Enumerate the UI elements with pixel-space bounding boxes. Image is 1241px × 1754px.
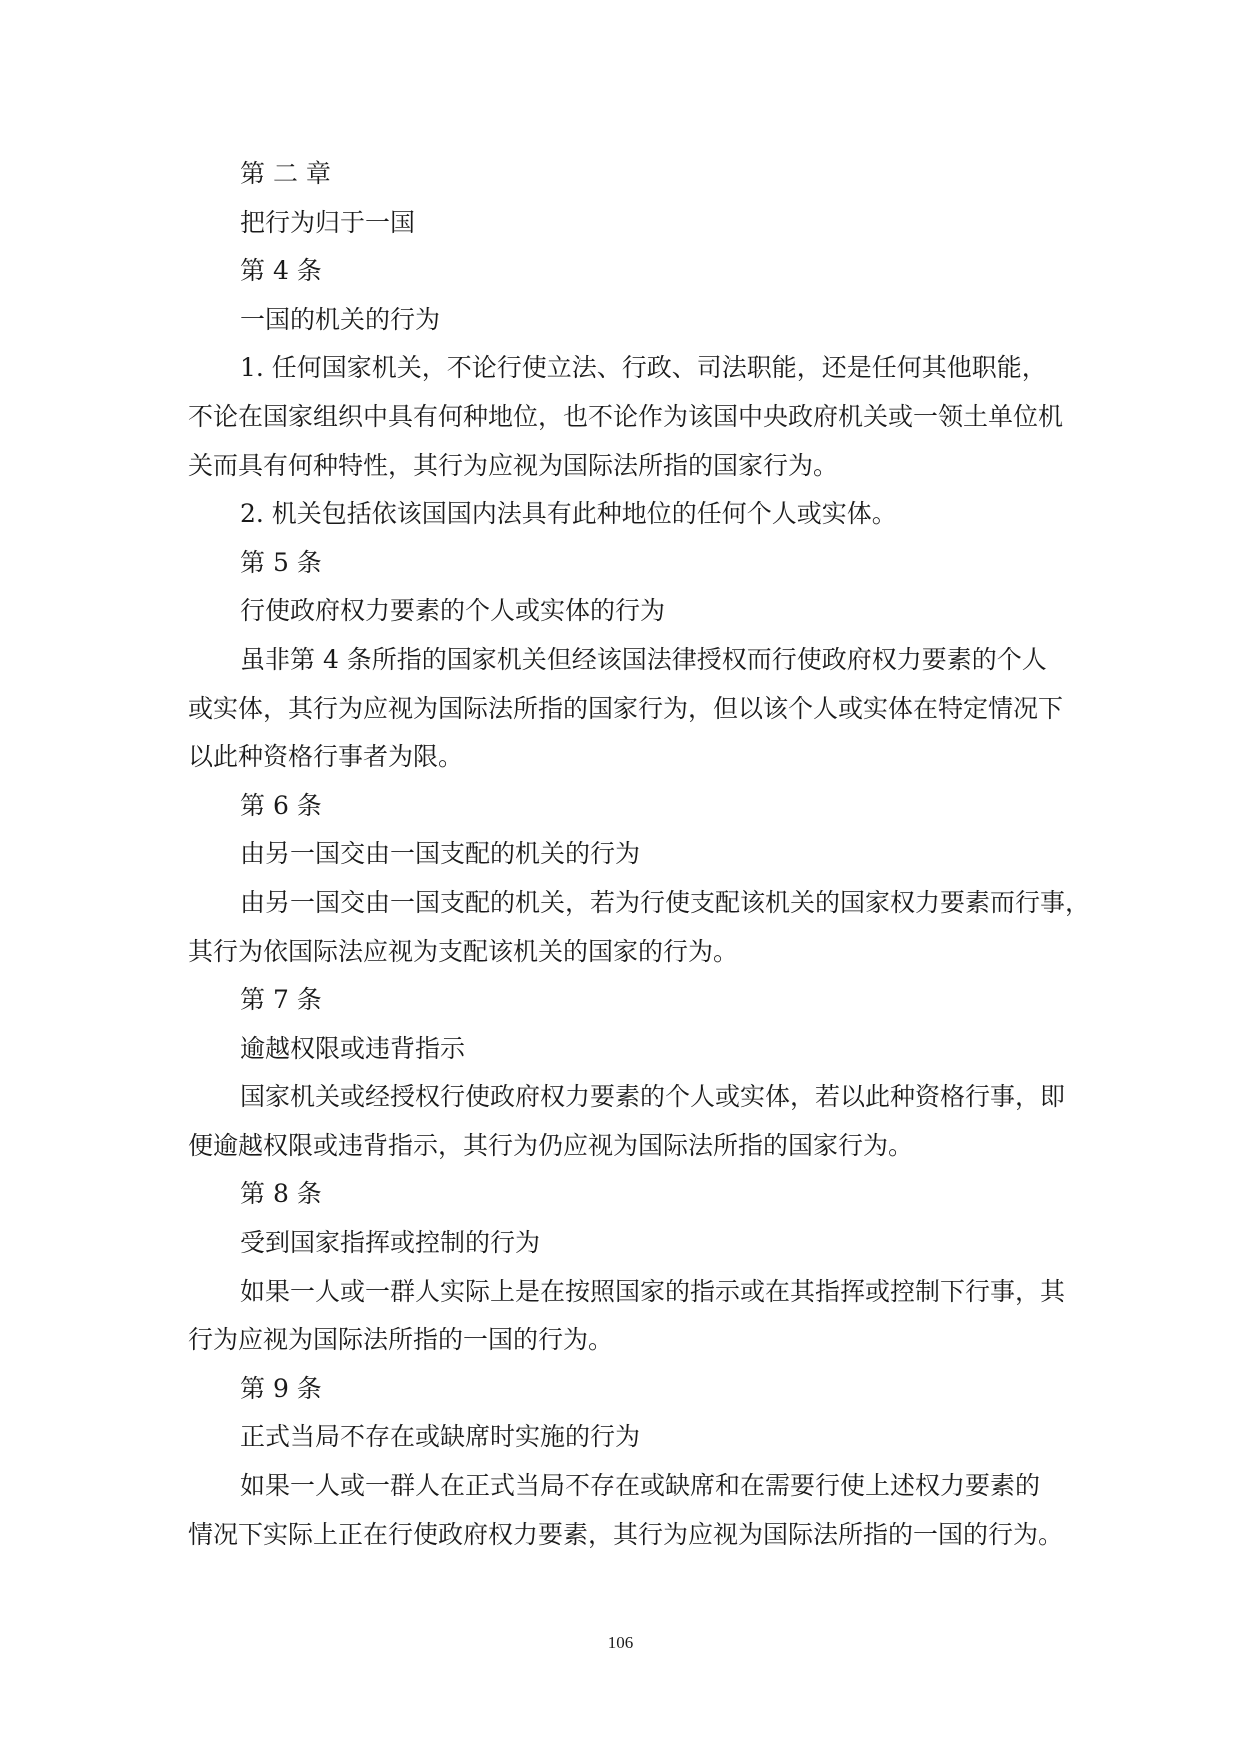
section-heading: 一国的机关的行为 (240, 304, 441, 334)
document-body (188, 150, 1091, 1559)
paragraph-line: 其行为依国际法应视为支配该机关的国家的行为。 (188, 936, 739, 966)
article-paragraph (188, 1462, 1064, 1559)
paragraph-line: 1. 任何国家机关，不论行使立法、行政、司法职能，还是任何其他职能， (240, 353, 1047, 383)
page-number: 106 (607, 1633, 634, 1652)
paragraph-line: 由另一国交由一国支配的机关，若为行使支配该机关的国家权力要素而行事， (240, 887, 1091, 917)
paragraph-line: 关而具有何种特性，其行为应视为国际法所指的国家行为。 (188, 450, 839, 480)
section-heading: 受到国家指挥或控制的行为 (240, 1228, 541, 1258)
section-heading: 逾越权限或违背指示 (240, 1033, 466, 1063)
paragraph-line: 不论在国家组织中具有何种地位，也不论作为该国中央政府机关或一领土单位机 (188, 401, 1064, 431)
section-heading: 行使政府权力要素的个人或实体的行为 (240, 596, 666, 626)
section-heading: 第 8 条 (240, 1179, 322, 1209)
article-paragraph (188, 344, 1064, 490)
paragraph-line: 以此种资格行事者为限。 (188, 742, 464, 772)
article-paragraph (188, 1268, 1066, 1365)
paragraph-line: 虽非第 4 条所指的国家机关但经该国法律授权而行使政府权力要素的个人 (240, 644, 1047, 674)
section-heading: 第 5 条 (240, 547, 322, 577)
section-heading: 由另一国交由一国支配的机关的行为 (240, 839, 641, 869)
article-paragraph (188, 1073, 1066, 1170)
section-heading: 正式当局不存在或缺席时实施的行为 (240, 1422, 641, 1452)
section-heading: 把行为归于一国 (240, 207, 416, 237)
paragraph-line: 情况下实际上正在行使政府权力要素，其行为应视为国际法所指的一国的行为。 (188, 1519, 1064, 1549)
section-heading: 第 9 条 (240, 1373, 322, 1403)
section-heading: 第 7 条 (240, 985, 322, 1015)
paragraph-line: 国家机关或经授权行使政府权力要素的个人或实体，若以此种资格行事，即 (240, 1082, 1066, 1112)
paragraph-line: 便逾越权限或违背指示，其行为仍应视为国际法所指的国家行为。 (188, 1130, 914, 1160)
paragraph-line: 行为应视为国际法所指的一国的行为。 (188, 1325, 614, 1355)
section-heading: 第 二 章 (240, 159, 331, 188)
paragraph-line: 如果一人或一群人实际上是在按照国家的指示或在其指挥或控制下行事，其 (240, 1276, 1066, 1306)
section-heading: 第 4 条 (240, 256, 322, 286)
paragraph-line: 如果一人或一群人在正式当局不存在或缺席和在需要行使上述权力要素的 (240, 1471, 1041, 1501)
section-heading: 第 6 条 (240, 790, 322, 820)
article-paragraph (188, 636, 1064, 782)
paragraph-line: 或实体，其行为应视为国际法所指的国家行为，但以该个人或实体在特定情况下 (188, 693, 1064, 723)
article-paragraph (188, 490, 1058, 539)
article-paragraph (188, 879, 1091, 976)
paragraph-line: 2. 机关包括依该国国内法具有此种地位的任何个人或实体。 (240, 499, 897, 529)
